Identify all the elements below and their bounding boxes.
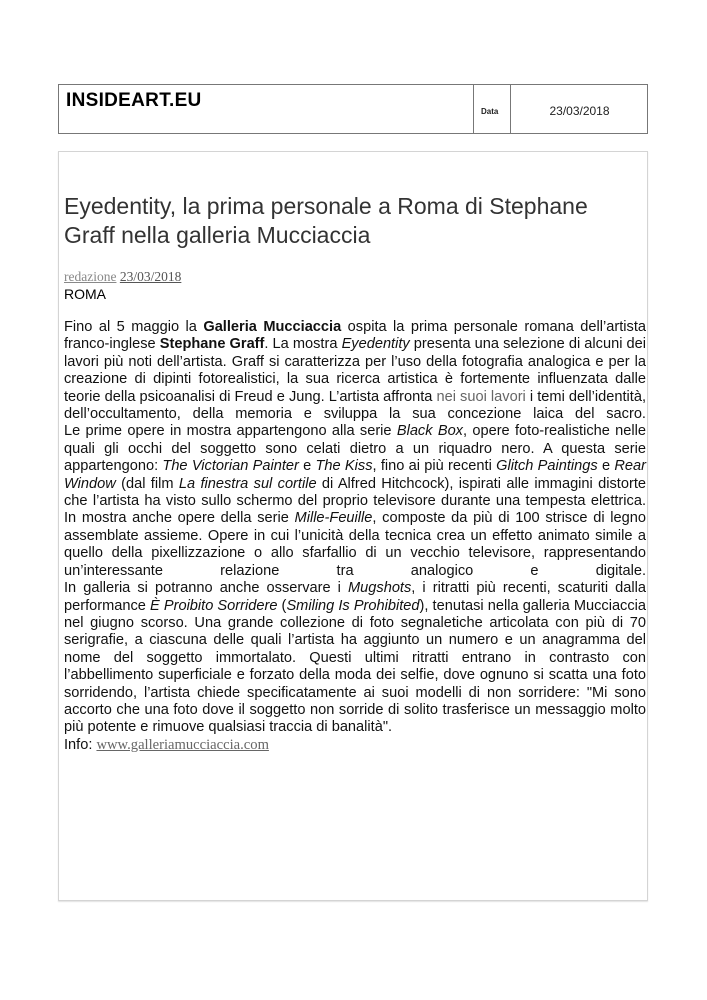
info-label: Info:	[64, 736, 97, 753]
italic-text: Rear Window	[64, 458, 646, 492]
italic-text: È Proibito Sorridere	[150, 597, 278, 614]
italic-text: Black Box	[396, 423, 463, 440]
italic-text: Glitch Paintings	[496, 458, 598, 475]
text: , fino ai più recenti	[372, 458, 497, 475]
header-box	[58, 84, 648, 134]
masthead: INSIDEART.EU	[66, 90, 202, 111]
bold-text: Stephane Graff	[159, 336, 265, 353]
article-box	[58, 151, 648, 901]
text: , opere foto-realistiche nelle quali gli occhi del soggetto sono celati dietro a un riquadro nero. A questa serie appartengono:	[64, 423, 647, 475]
article-body	[64, 319, 646, 754]
date-link[interactable]: 23/03/2018	[119, 269, 182, 284]
italic-text: The Kiss	[315, 458, 373, 475]
header-divider	[473, 85, 474, 133]
text: Fino al 5 maggio la	[64, 319, 204, 335]
data-label: Data	[481, 107, 499, 116]
author-link[interactable]: redazione	[64, 269, 117, 284]
text: Le prime opere in mostra appartengono alla serie	[64, 423, 397, 440]
text: e	[597, 458, 615, 475]
data-value: 23/03/2018	[549, 104, 610, 118]
text: i temi dell’identità, dell’occultamento, della memoria e sviluppa la sua concezione laica del sacro.	[64, 388, 646, 423]
italic-text: La finestra sul cortile	[178, 475, 317, 492]
gallery-website-link[interactable]: www.galleriamucciaccia.com	[96, 736, 269, 753]
paragraph-2	[64, 423, 646, 580]
text: , composte da più di 100 strisce di legno assemblate assieme. Opere in cui l’unicità della tecnica crea un effetto animato simile a quello della pixellizzazione o allo sfarfallio di un vecchio televisore, rappresentando un’interessante relazione tra analogico e digitale.	[64, 510, 646, 579]
inline-link[interactable]: nei suoi lavori	[436, 388, 526, 405]
text: di Alfred Hitchcock), ispirati alle immagini distorte che l’artista ha visto sullo schermo del proprio televisore durante una tempesta elettrica. In mostra anche opere della serie	[64, 475, 646, 527]
text: , i ritratti più recenti, scaturiti dalla performance	[64, 580, 646, 614]
text: (dal film	[115, 475, 179, 492]
byline	[64, 269, 181, 285]
text: ), tenutasi nella galleria Mucciaccia nel giugno scorso. Una grande collezione di foto segnaletiche articolata con più di 70 serigrafie, a ciascuna delle quali l’artista ha aggiunto un numero e un anagramma del nome del soggetto immortalato. Questi ultimi ritratti entrano in contrasto con l’abbellimento superficiale e forzato della moda dei selfie, dove ognuno si scatta una foto sorridendo, l’artista chiede specificatamente ai suoi modelli di non sorridere: "Mi sono accorto che una foto dove il soggetto non sorride di solito trasferisce un messaggio molto più potente e rimuove qualsiasi traccia di banalità".	[64, 597, 647, 736]
info-line	[64, 737, 646, 754]
italic-text: Mille-Feuille	[294, 510, 373, 527]
bold-text: Galleria Mucciaccia	[203, 319, 342, 335]
italic-text: The Victorian Painter	[162, 458, 299, 475]
text: . La mostra	[264, 336, 342, 353]
text: ospita la prima personale romana dell’artista franco-inglese	[64, 319, 646, 353]
paragraph-1	[64, 319, 646, 423]
text: (	[277, 597, 287, 614]
italic-text: Mugshots	[348, 580, 412, 597]
text: In galleria si potranno anche osservare i	[64, 580, 349, 597]
text: presenta una selezione di alcuni dei lavori più noti dell’artista. Graff si caratterizza per l’uso della fotografia analogica e per la creazione di dipinti fotorealistici, la sua ricerca artistica è fortemente influenzata dalle teorie della psicoanalisi di Freud e Jung. L’artista affronta	[64, 336, 646, 405]
italic-text: Eyedentity	[341, 336, 410, 353]
text: e	[298, 458, 316, 475]
dateline-city: ROMA	[64, 286, 106, 302]
italic-text: Smiling Is Prohibited	[286, 597, 420, 614]
paragraph-3	[64, 580, 646, 737]
article-title: Eyedentity, la prima personale a Roma di Stephane Graff nella galleria Mucciaccia	[64, 193, 588, 248]
